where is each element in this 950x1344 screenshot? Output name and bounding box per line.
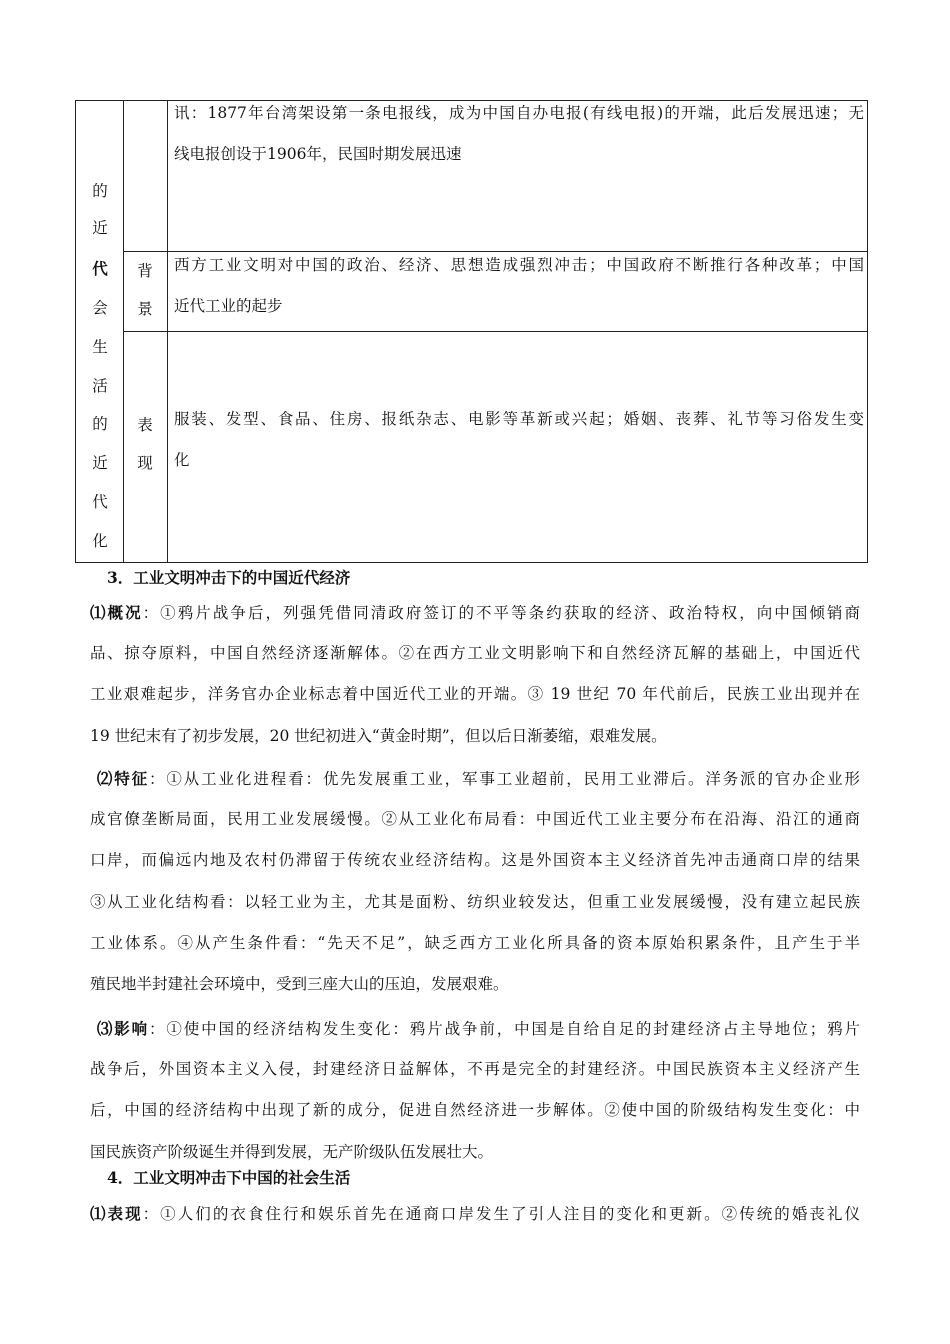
text-line: 线电报创设于1906年，民国时期发展迅速 bbox=[174, 145, 462, 164]
text-line: 工业艰难起步，洋务官办企业标志着中国近代工业的开端。③ 19 世纪 70 年代前后，民族工业出现并在 bbox=[90, 685, 860, 704]
section-heading: 3．工业文明冲击下的中国近代经济 bbox=[107, 568, 351, 587]
text-line: ③从工业化结构看：以轻工业为主，尤其是面粉、纺织业较发达，但重工业发展缓慢，没有建立起民族 bbox=[90, 892, 860, 911]
col1-char: 的 bbox=[92, 415, 108, 433]
col1-char: 近 bbox=[92, 454, 108, 472]
row3-label-char: 现 bbox=[137, 454, 153, 472]
text-line: 品、掠夺原料，中国自然经济逐渐解体。②在西方工业文明影响下和自然经济瓦解的基础上，中国近代 bbox=[90, 644, 860, 663]
col1-char: 近 bbox=[92, 219, 108, 237]
text-line: 西方工业文明对中国的政治、经济、思想造成强烈冲击；中国政府不断推行各种改革；中国 bbox=[174, 256, 864, 274]
text-line: 讯：1877年台湾架设第一条电报线，成为中国自办电报(有线电报)的开端，此后发展迅速；无 bbox=[174, 104, 864, 122]
text-run: ：①使中国的经济结构发生变化：鸦片战争前，中国是自给自足的封建经济占主导地位；鸦片 bbox=[149, 1020, 860, 1038]
text-line: 口岸，而偏远内地及农村仍滞留于传统农业经济结构。这是外国资本主义经济首先冲击通商口岸的结果 bbox=[90, 851, 860, 870]
text-line bbox=[90, 1008, 860, 1049]
col1-char: 化 bbox=[92, 532, 108, 550]
text-run: ：①鸦片战争后，列强凭借同清政府签订的不平等条约获取的经济、政治特权，向中国倾销商 bbox=[142, 604, 860, 622]
paragraph-impact bbox=[90, 1008, 860, 1173]
row3-label-char: 表 bbox=[137, 416, 153, 434]
text-run: ：①从工业化进程看：优先发展重工业，军事工业超前，民用工业滞后。洋务派的官办企业形 bbox=[149, 770, 860, 788]
section-heading: 4．工业文明冲击下中国的社会生活 bbox=[107, 1168, 351, 1187]
row2-label-char: 景 bbox=[137, 300, 153, 318]
text-line: 战争后，外国资本主义入侵，封建经济日益解体，不再是完全的封建经济。中国民族资本主义经济产生 bbox=[90, 1060, 860, 1079]
row2-label-char: 背 bbox=[137, 262, 153, 280]
text-line bbox=[90, 1193, 860, 1234]
col1-char: 代 bbox=[92, 493, 108, 511]
text-line: 服装、发型、食品、住房、报纸杂志、电影等革新或兴起；婚姻、丧葬、礼节等习俗发生变 bbox=[174, 410, 864, 428]
paragraph-overview bbox=[90, 592, 860, 757]
col1-char: 活 bbox=[92, 377, 108, 395]
paragraph-label: ⑵特征 bbox=[96, 769, 149, 788]
paragraph-label: ⑴概况 bbox=[90, 603, 143, 622]
paragraph-label: ⑴表现 bbox=[90, 1204, 143, 1223]
text-line bbox=[90, 592, 860, 633]
col1-char: 的 bbox=[92, 182, 108, 200]
text-line: 成官僚垄断局面，民用工业发展缓慢。②从工业化布局看：中国近代工业主要分布在沿海、沿江的通商 bbox=[90, 810, 860, 829]
paragraph-manifestation bbox=[90, 1193, 860, 1234]
table-row-divider-2 bbox=[123, 331, 867, 332]
col1-char: 代 bbox=[92, 259, 108, 278]
row1-text bbox=[174, 93, 864, 175]
col1-char: 会 bbox=[92, 299, 108, 317]
text-line: 国民族资产阶级诞生并得到发展，无产阶级队伍发展壮大。 bbox=[90, 1142, 494, 1161]
col1-char: 生 bbox=[92, 338, 108, 356]
text-run: ：①人们的衣食住行和娱乐首先在通商口岸发生了引人注目的变化和更新。②传统的婚丧礼仪 bbox=[142, 1205, 860, 1223]
text-line: 殖民地半封建社会环境中，受到三座大山的压迫，发展艰难。 bbox=[90, 974, 509, 993]
text-line: 近代工业的起步 bbox=[174, 297, 283, 316]
content-table bbox=[75, 100, 868, 563]
text-line: 后，中国的经济结构中出现了新的成分，促进自然经济进一步解体。②使中国的阶级结构发生变化：中 bbox=[90, 1101, 860, 1120]
paragraph-label: ⑶影响 bbox=[96, 1019, 149, 1038]
text-line: 工业体系。④从产生条件看：“先天不足”，缺乏西方工业化所具备的资本原始积累条件，且产生于半 bbox=[90, 933, 860, 952]
text-line: 19 世纪末有了初步发展，20 世纪初进入“黄金时期”，但以后日渐萎缩，艰难发展。 bbox=[90, 726, 667, 745]
row2-text bbox=[174, 245, 864, 327]
row3-text bbox=[174, 399, 864, 481]
text-line: 化 bbox=[174, 451, 190, 470]
text-line bbox=[90, 758, 860, 799]
paragraph-features bbox=[90, 758, 860, 1005]
